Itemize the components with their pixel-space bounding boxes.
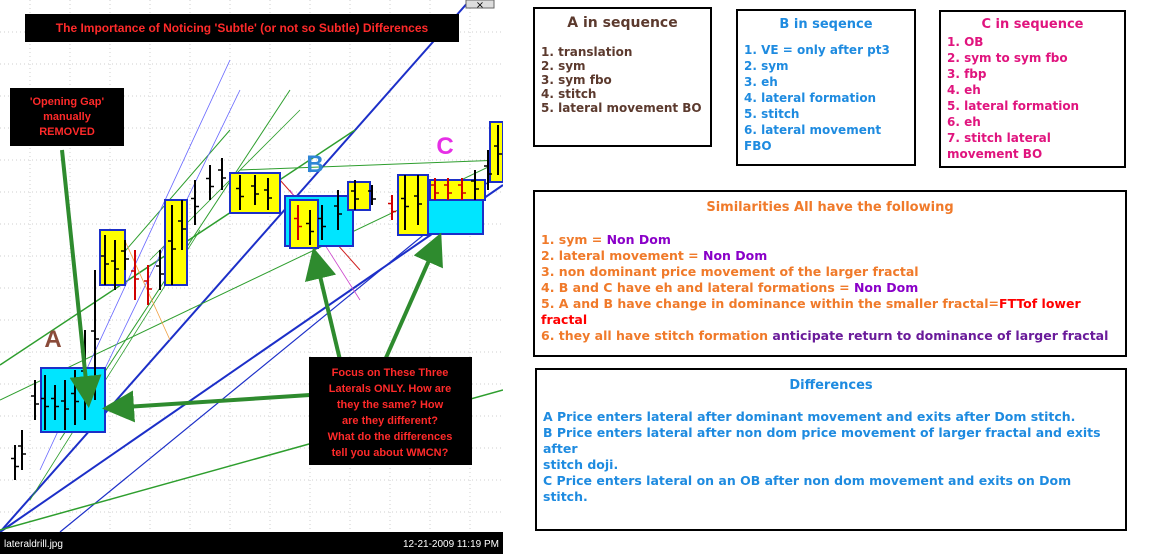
box-b-sequence [736, 9, 916, 166]
focus-note-line-2: Laterals ONLY. How are [328, 383, 452, 395]
box-c-list [947, 34, 1118, 162]
box-c-item: 5. lateral formation [947, 99, 1080, 113]
similarities-box [533, 190, 1127, 357]
box-b-title: B in seqence [779, 17, 873, 32]
similarity-item-5 [541, 296, 1119, 328]
similarity-item-1 [541, 232, 1119, 248]
box-c-item: 7. stitch lateral [947, 131, 1051, 145]
gap-note-line-2: manually [43, 111, 91, 123]
swing-box [348, 182, 370, 210]
box-a-item: 2. sym [541, 59, 586, 73]
similarity-item-2 [541, 248, 1119, 264]
box-b-list [744, 42, 908, 154]
swing-box [100, 230, 125, 285]
similarity-text: 1. sym = [541, 232, 607, 247]
box-c-item: 3. fbp [947, 67, 987, 81]
swing-box [290, 200, 318, 248]
focus-note-line-4: are they different? [342, 415, 438, 427]
box-c-item: 2. sym to sym fbo [947, 51, 1068, 65]
focus-note-line-1: Focus on These Three [331, 367, 449, 379]
gap-note-line-3: REMOVED [39, 126, 95, 138]
box-c-sequence [939, 10, 1126, 168]
difference-item-2b: stitch doji. [543, 457, 619, 472]
similarities-list [541, 232, 1119, 344]
similarity-item-3 [541, 264, 1119, 280]
box-a-sequence [533, 7, 712, 147]
box-c-item: 1. OB [947, 35, 984, 49]
lateral-label-c: C [436, 133, 454, 160]
similarity-text: 3. non dominant price movement of the larger fractal [541, 264, 919, 279]
box-b-item: 2. sym [744, 59, 789, 73]
swing-box [490, 122, 503, 182]
similarity-highlight: Non Dom [853, 280, 919, 295]
similarity-highlight: Non Dom [703, 248, 768, 263]
box-c-title: C in sequence [981, 17, 1084, 32]
swing-box [398, 175, 428, 235]
swing-box [165, 200, 187, 285]
lateral-label-a: A [44, 326, 62, 353]
box-c-item: 6. eh [947, 115, 981, 129]
chart-panel [0, 0, 503, 554]
similarity-text: 4. B and C have eh and lateral formations = [541, 280, 854, 295]
chart-title: The Importance of Noticing 'Subtle' (or not so Subtle) Differences [55, 21, 429, 35]
difference-item-2a: B Price enters lateral after non dom price movement of larger fractal and exits after [543, 425, 1101, 456]
box-c-item: movement BO [947, 147, 1043, 161]
box-a-list [541, 45, 704, 115]
price-chart [0, 0, 503, 554]
box-a-item: 3. sym fbo [541, 73, 612, 87]
similarity-highlight: FTTof lower fractal [541, 296, 1081, 327]
box-a-item: 4. stitch [541, 87, 597, 101]
similarity-text: 2. lateral movement = [541, 248, 703, 263]
differences-list [543, 409, 1119, 505]
similarity-item-6 [541, 328, 1119, 344]
footer-timestamp: 12-21-2009 11:19 PM [403, 539, 499, 550]
box-a-title: A in sequence [567, 15, 678, 31]
box-a-item: 5. lateral movement BO [541, 101, 702, 115]
difference-item-1: A Price enters lateral after dominant movement and exits after Dom stitch. [543, 409, 1076, 424]
box-b-item: 5. stitch [744, 107, 800, 121]
box-b-item: 1. VE = only after pt3 [744, 43, 890, 57]
similarities-title: Similarities All have the following [706, 200, 954, 215]
differences-title: Differences [789, 378, 873, 393]
differences-box [535, 368, 1127, 531]
box-b-item: 3. eh [744, 75, 778, 89]
similarity-highlight: anticipate return to dominance of larger fractal [772, 328, 1109, 343]
gap-note-line-1: 'Opening Gap' [29, 96, 105, 108]
box-a-item: 1. translation [541, 45, 633, 59]
lateral-label-b: B [306, 151, 324, 178]
close-icon: × [475, 0, 485, 11]
difference-item-3: C Price enters lateral on an OB after non dom movement and exits on Dom stitch. [543, 473, 1072, 504]
box-b-item: 6. lateral movement FBO [744, 123, 882, 153]
similarity-text: 5. A and B have change in dominance within the smaller fractal= [541, 296, 999, 311]
swing-box [430, 180, 485, 200]
similarity-text: 6. they all have stitch formation [541, 328, 773, 343]
footer-filename: lateraldrill.jpg [4, 539, 63, 550]
box-b-item: 4. lateral formation [744, 91, 877, 105]
focus-note-line-5: What do the differences [327, 431, 453, 443]
focus-note-line-6: tell you about WMCN? [331, 447, 449, 459]
box-c-item: 4. eh [947, 83, 981, 97]
similarity-item-4 [541, 280, 1119, 296]
similarity-highlight: Non Dom [606, 232, 671, 247]
focus-note-line-3: they the same? How [336, 399, 444, 411]
